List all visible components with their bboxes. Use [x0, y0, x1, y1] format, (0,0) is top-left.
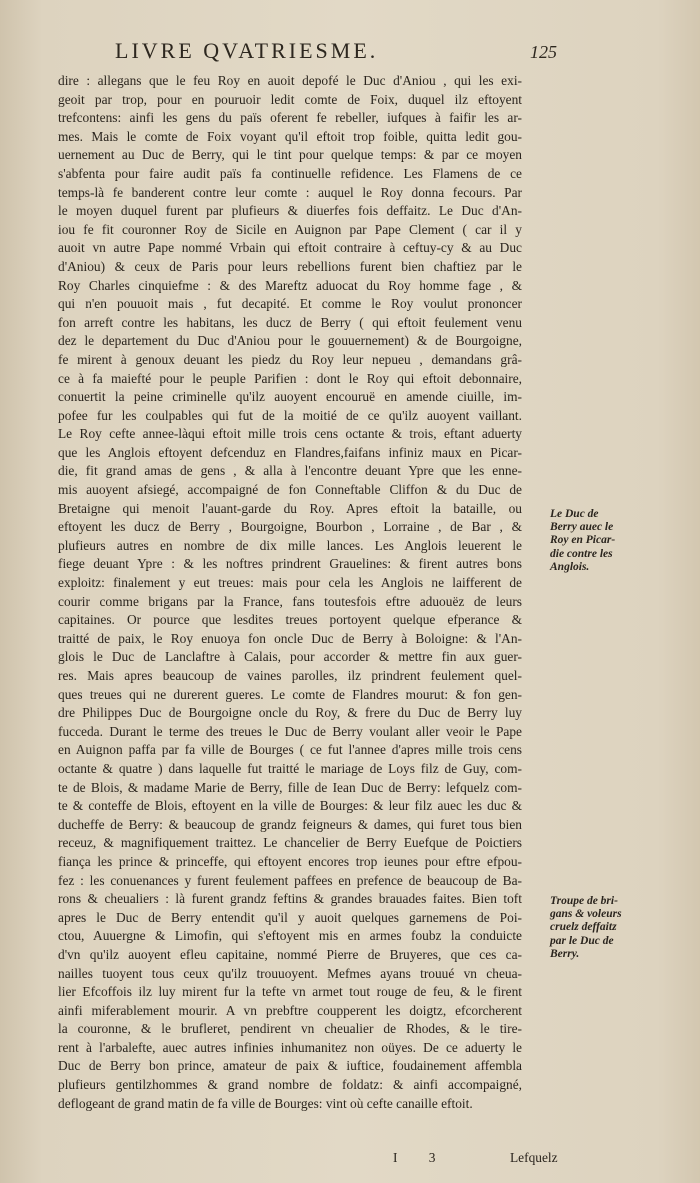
- signature-mark: I 3: [393, 1150, 450, 1165]
- text-line: fiança les prince & princeffe, qui eftoyent encores trop ieunes pour eftre efpou-: [58, 853, 522, 869]
- text-line: Roy Charles cinquiefme : & des Mareftz aduocat du Roy homme fage , &: [58, 277, 522, 293]
- text-line: mis auoyent afsiegé, accompaigné de fon Conneftable Cliffon & du Duc de: [58, 482, 522, 498]
- running-title: LIVRE QVATRIESME.: [115, 38, 379, 63]
- text-line: lier Efcoffois ilz luy mirent fur la tefte vn armet tout rouge de feu, & le firent: [58, 984, 522, 1000]
- text-line: plufieurs autres en nombre de dix mille lances. Les Anglois leuerent le: [58, 537, 522, 553]
- text-line: en Auignon paffa par fa ville de Bourges ( ce fut l'annee d'apres mille trois cens: [58, 742, 522, 758]
- text-line: nailles tuoyent tous ceux qu'ilz trouuoyent. Mefmes ayans trouué vn cheua-: [58, 965, 522, 981]
- text-line: courir comme brigans par la France, fans toutesfois eftre aduouëz de leurs: [58, 593, 522, 609]
- text-line: fe mirent à genoux deuant les piedz du Roy leur nepueu , demandans grâ-: [58, 351, 522, 367]
- page-number: 125: [530, 42, 557, 62]
- text-line: ctou, Auuergne & Limofin, qui s'eftoyent mis en armes foubz la conduicte: [58, 928, 522, 944]
- margin-note-line: cruelz deffaitz: [550, 921, 617, 934]
- text-line: die, fit grand amas de gens , & alla à l'encontre deuant Ypre que les enne-: [58, 463, 522, 479]
- text-line: que les Anglois eftoyent defcenduz en Flandres,faifans infiniz maux en Picar-: [58, 444, 522, 460]
- text-line: trefcontens: ainfi les gens du païs oferent fe rebeller, iufques à faifir les ar-: [58, 110, 522, 126]
- text-line: capitaines. Or pource que lesdites treues portoyent quelque efperance &: [58, 612, 522, 628]
- text-line: exploitz: finalement y eut treues: mais pour cela les Anglois ne laifferent de: [58, 575, 522, 591]
- text-line: apres le Duc de Berry entendit qu'il y auoit quelques garnemens de Poi-: [58, 909, 522, 925]
- text-line: ques treues qui ne durerent gueres. Le comte de Flandres mourut: & fon gen-: [58, 686, 522, 702]
- text-line: le moyen duquel furent par plufieurs & diuerfes fois deffaitz. Le Duc d'An-: [58, 203, 522, 219]
- text-line: pofee fur les coulpables qui fut de la moitié de ce qu'ilz auoyent vaillant.: [58, 407, 522, 423]
- text-line: conuertit la peine criminelle qu'ilz auoyent encouruë en amende ciuille, im-: [58, 389, 522, 405]
- text-line: rons & cheualiers : là furent grandz feftins & grandes brauades faites. Bien toft: [58, 891, 522, 907]
- text-line: fucceda. Durant le terme des treues le Duc de Berry voulant aller veoir le Pape: [58, 723, 522, 739]
- text-line: qui n'en pouuoit mais , fut decapité. Et comme le Roy voulut prononcer: [58, 296, 522, 312]
- margin-note-brigans: [550, 895, 690, 961]
- margin-note-berry-picardie: [550, 508, 690, 574]
- text-line: ducheffe de Berry: & beaucoup de grandz feigneurs & dames, qui furet tous bien: [58, 816, 522, 832]
- text-line: dez le departement du Duc d'Aniou pour le gouuernement) & de Bourgoigne,: [58, 333, 522, 349]
- text-line: dre Philippes Duc de Bourgoigne oncle du Roy, & frere du Duc de Berry luy: [58, 705, 522, 721]
- margin-note-line: Troupe de bri-: [550, 895, 618, 907]
- text-line: te & conteffe de Blois, eftoyent en la ville de Bourges: & leur filz auec les duc &: [58, 798, 522, 814]
- text-line: eftoyent les ducz de Berry , Bourgoigne, Bourbon , Lorraine , de Bar , &: [58, 519, 522, 535]
- catchword: Lefquelz: [510, 1150, 558, 1165]
- text-line: fez : les conuenances y furent feulement paffees en prefence de beaucoup de Ba-: [58, 872, 522, 888]
- text-line: uernement au Duc de Berry, qui le tint pour quelque temps: & par ce moyen: [58, 147, 522, 163]
- text-line: dire : allegans que le feu Roy en auoit depofé le Duc d'Aniou , qui les exi-: [58, 73, 522, 88]
- text-line: mes. Mais le comte de Foix voyant qu'il eftoit trop foible, quitta ledit gou-: [58, 128, 522, 144]
- margin-note-line: Berry auec le: [550, 521, 614, 534]
- text-line: la couronne, & le brufleret, pendirent vn cheualier de Rhodes, & le tire-: [58, 1021, 522, 1037]
- text-line: Le Roy cefte annee-làqui eftoit mille trois cens octante & trois, eftant aduerty: [58, 426, 522, 442]
- text-line: d'vn qu'ilz auoyent efleu capitaine, nommé Pierre de Bruyeres, que ces ca-: [58, 946, 522, 962]
- text-line: te de Blois, & madame Marie de Berry, fille de Iean Duc de Berry: lefquelz com-: [58, 779, 522, 795]
- body-text: [58, 72, 522, 1113]
- text-line: s'abfenta pour faire audit païs fa continuelle refidence. Les Flamens de ce: [58, 165, 522, 181]
- margin-note-line: Berry.: [550, 947, 580, 960]
- text-line: receuz, & magnifiquement traittez. Le chancelier de Berry Euefque de Poictiers: [58, 835, 522, 851]
- text-line: octante & quatre ) dans laquelle fut traitté le mariage de Loys filz de Guy, com-: [58, 760, 522, 776]
- text-line: Duc de Berry bon prince, amateur de paix & iuftice, foudainement affembla: [58, 1058, 522, 1074]
- text-line: res. Mais apres beaucoup de vaines parolles, ilz prindrent feulement quel-: [58, 668, 522, 683]
- text-line: rent à l'arbalefte, auec autres infinies inhumanitez non oüyes. De ce aduerty le: [58, 1039, 522, 1055]
- text-line: plufieurs gentilzhommes & grand nombre de foldatz: & ainfi accompaigné,: [58, 1077, 522, 1093]
- text-line: fiege deuant Ypre : & les noftres prindrent Grauelines: & firent autres bons: [58, 556, 522, 572]
- page-footer: [58, 1150, 618, 1170]
- margin-note-line: Roy en Picar-: [550, 534, 616, 547]
- text-line: deflogeant de grand matin de fa ville de Bourges: vint où cefte canaille eftoit.: [58, 1095, 473, 1111]
- text-line: temps-là fe banderent contre leur comte : auquel le Roy donna fecours. Par: [58, 184, 522, 200]
- text-line: d'Aniou) & ceux de Paris pour leurs rebellions furent bien chaftiez par le: [58, 258, 522, 274]
- text-line: iou fe fit couronner Roy de Sicile en Auignon par Pape Clement ( car il y: [58, 221, 522, 237]
- margin-note-line: Anglois.: [550, 560, 590, 573]
- page-header: [0, 36, 700, 66]
- text-line: Bretaigne qui menoit l'auant-garde du Roy. Apres eftoit la bataille, ou: [58, 500, 522, 516]
- text-line: glois le Duc de Lanclaftre à Calais, pour accorder & mettre fin aux guer-: [58, 649, 522, 665]
- text-line: geoit par trop, pour en pouruoir ledit comte de Foix, duquel ilz eftoyent: [58, 91, 522, 107]
- margin-note-line: Le Duc de: [550, 508, 599, 520]
- margin-note-line: par le Duc de: [550, 934, 614, 947]
- text-line: ainfi miferablement mourir. A vn prebftre coupperent les doigtz, efcorcherent: [58, 1002, 522, 1018]
- text-line: fon arreft contre les habitans, les ducz de Berry ( qui eftoit feulement venu: [58, 314, 522, 330]
- text-line: auoit vn autre Pape nommé Vrbain qui eftoit contraire à ceftuy-cy & au Duc: [58, 240, 522, 256]
- margin-note-line: die contre les: [550, 547, 613, 560]
- text-line: traitté de paix, le Roy enuoya fon oncle Duc de Berry à Boloigne: & l'An-: [58, 630, 522, 646]
- text-line: ce à fa maiefté pour le peuple Parifien : dont le Roy qui eftoit debonnaire,: [58, 370, 522, 386]
- margin-note-line: gans & voleurs: [550, 908, 622, 921]
